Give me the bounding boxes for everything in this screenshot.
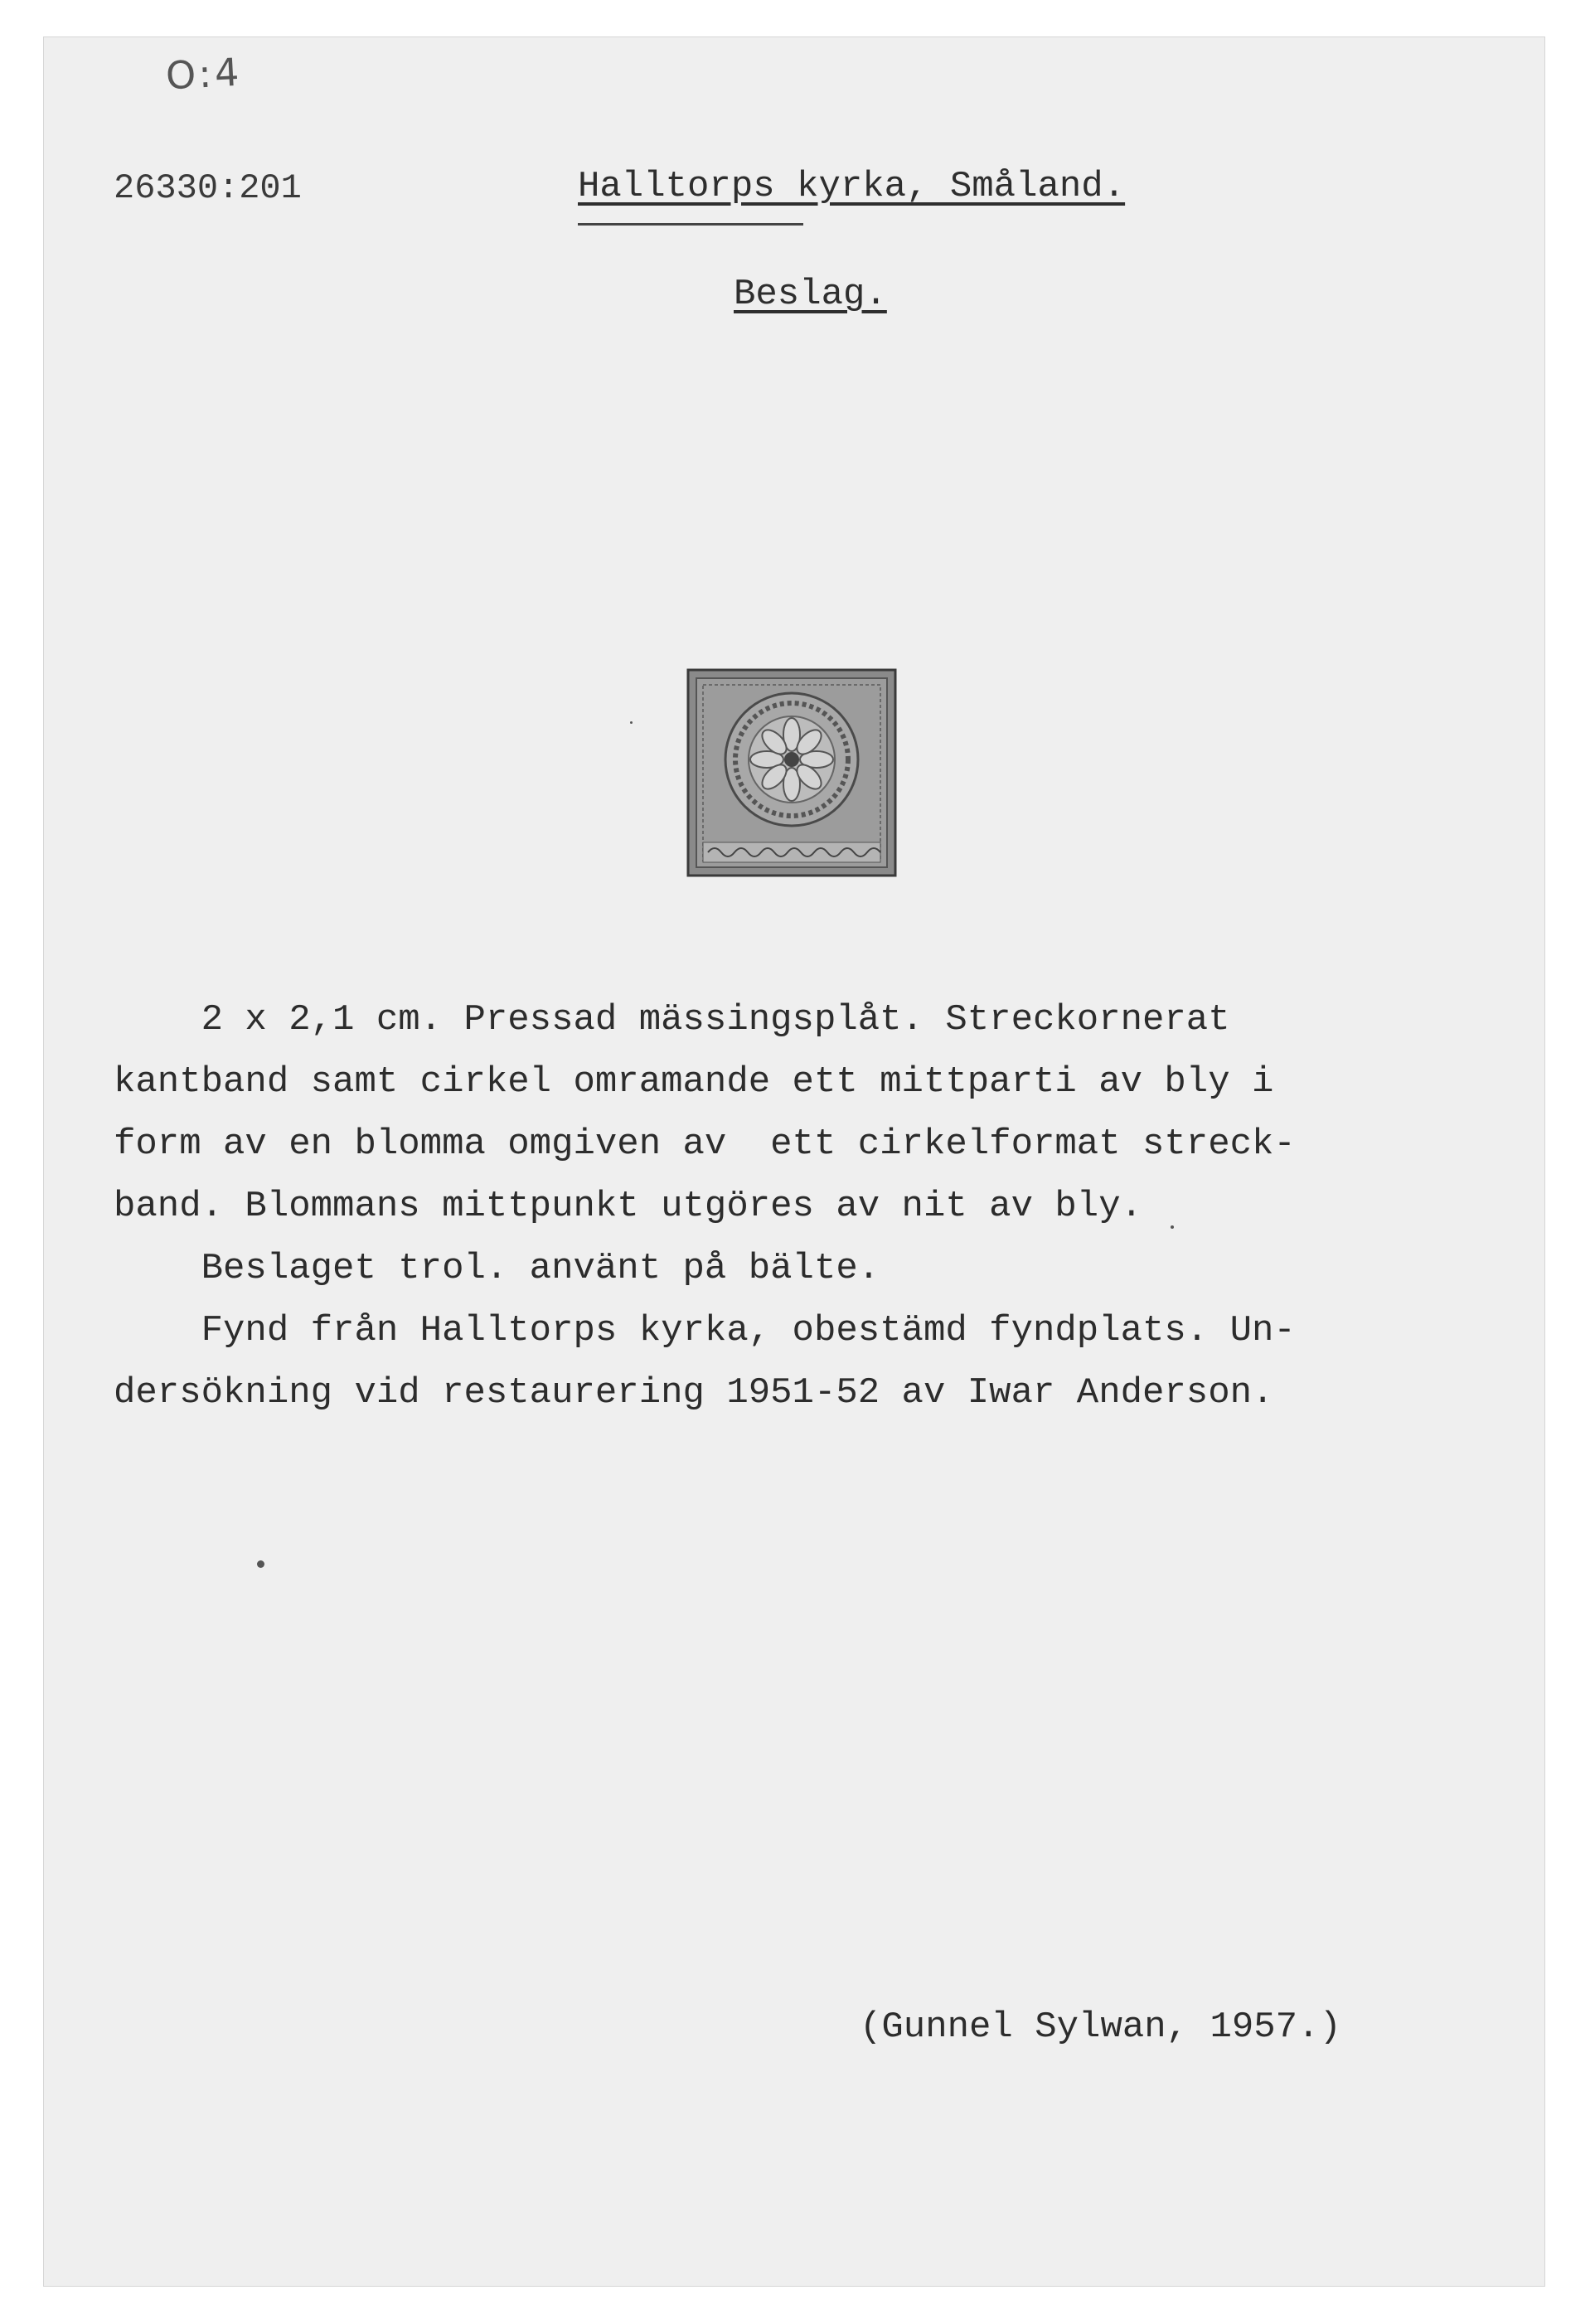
title-double-underline <box>578 223 803 226</box>
description-text <box>114 989 1523 1424</box>
artifact-drawing <box>686 668 897 877</box>
paper-speck <box>257 1560 264 1568</box>
description-line: kantband samt cirkel omramande ett mittparti av bly i <box>114 1061 1274 1103</box>
description-line: Fynd från Halltorps kyrka, obestämd fyndplats. Un- <box>114 1310 1296 1351</box>
object-type-heading: Beslag. <box>734 274 887 315</box>
description-line: Beslaget trol. använt på bälte. <box>114 1248 880 1289</box>
description-line: 2 x 2,1 cm. Pressad mässingsplåt. Streckornerat <box>114 999 1230 1041</box>
description-line: form av en blomma omgiven av ett cirkelformat streck- <box>114 1123 1296 1165</box>
paper-speck <box>630 721 633 724</box>
description-line: dersökning vid restaurering 1951-52 av Iwar Anderson. <box>114 1372 1274 1414</box>
description-line: band. Blommans mittpunkt utgöres av nit av bly. <box>114 1186 1143 1227</box>
handwritten-mark: O:4 <box>164 49 244 99</box>
paper-speck <box>1171 1225 1174 1229</box>
page-title: Halltorps kyrka, Småland. <box>578 166 1126 207</box>
author-signature: (Gunnel Sylwan, 1957.) <box>860 2006 1341 2048</box>
catalog-number: 26330:201 <box>114 168 302 208</box>
